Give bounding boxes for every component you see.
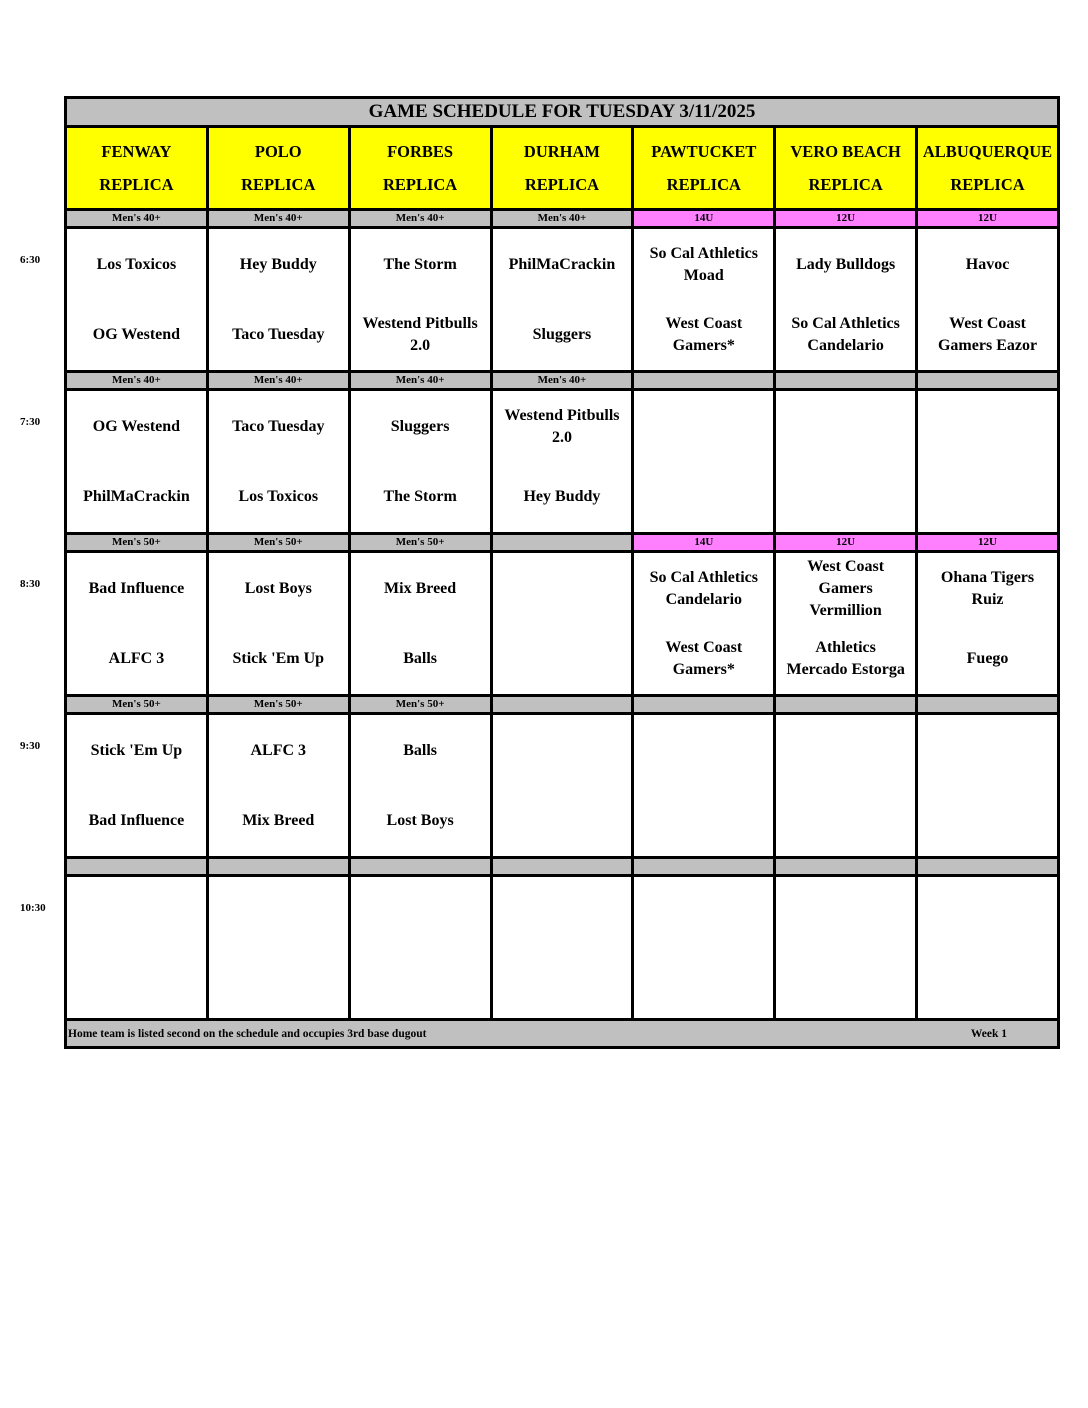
home-team: West Coast Gamers Eazor xyxy=(937,314,1038,354)
game-cell xyxy=(207,552,349,696)
away-team: So Cal Athletics Moad xyxy=(649,244,759,284)
division-label: 12U xyxy=(917,210,1059,228)
game-cell xyxy=(775,552,917,696)
home-team xyxy=(351,948,490,1018)
division-label: Men's 40+ xyxy=(207,372,349,390)
field-subtitle: REPLICA xyxy=(241,175,316,194)
away-team xyxy=(493,716,632,786)
home-team: Westend Pitbulls 2.0 xyxy=(362,314,478,354)
division-label xyxy=(775,858,917,876)
division-label xyxy=(66,858,208,876)
away-team: PhilMaCrackin xyxy=(508,255,616,273)
game-cell xyxy=(491,552,633,696)
schedule-title: GAME SCHEDULE FOR TUESDAY 3/11/2025 xyxy=(66,98,1059,127)
division-label xyxy=(633,372,775,390)
away-team xyxy=(776,392,915,462)
away-team xyxy=(209,878,348,948)
home-team xyxy=(776,948,915,1018)
field-subtitle: REPLICA xyxy=(382,175,458,194)
field-header xyxy=(917,127,1059,210)
home-team: West Coast Gamers* xyxy=(665,314,743,354)
footer-note: Home team is listed second on the schedule and occupies 3rd base dugout xyxy=(68,1027,427,1040)
division-label: Men's 50+ xyxy=(66,696,208,714)
game-row xyxy=(66,228,1059,372)
division-row xyxy=(66,696,1059,714)
division-label xyxy=(917,696,1059,714)
division-label xyxy=(207,858,349,876)
field-header xyxy=(349,127,491,210)
field-name: PAWTUCKET xyxy=(651,142,757,161)
field-header xyxy=(775,127,917,210)
home-team xyxy=(918,786,1057,856)
division-label: Men's 50+ xyxy=(207,534,349,552)
game-cell xyxy=(633,714,775,858)
home-team: Sluggers xyxy=(532,325,592,343)
division-label: Men's 50+ xyxy=(66,534,208,552)
division-label: 12U xyxy=(917,534,1059,552)
division-row xyxy=(66,858,1059,876)
home-team: Los Toxicos xyxy=(238,487,319,505)
home-team xyxy=(918,948,1057,1018)
division-label xyxy=(633,858,775,876)
home-team: OG Westend xyxy=(92,325,181,343)
field-header xyxy=(66,127,208,210)
away-team: So Cal Athletics Candelario xyxy=(649,568,759,608)
home-team xyxy=(209,948,348,1018)
game-cell xyxy=(917,876,1059,1020)
home-team xyxy=(634,786,773,856)
away-team xyxy=(634,878,773,948)
away-team: The Storm xyxy=(383,255,457,273)
division-label: 12U xyxy=(775,534,917,552)
division-label xyxy=(349,858,491,876)
division-label xyxy=(775,372,917,390)
field-header xyxy=(207,127,349,210)
home-team: Fuego xyxy=(966,649,1009,667)
game-cell xyxy=(633,390,775,534)
game-cell xyxy=(633,552,775,696)
game-cell xyxy=(349,876,491,1020)
away-team: Hey Buddy xyxy=(239,255,317,273)
home-team xyxy=(493,786,632,856)
away-team xyxy=(918,392,1057,462)
home-team xyxy=(776,786,915,856)
game-cell xyxy=(207,876,349,1020)
home-team: Lost Boys xyxy=(386,811,454,829)
away-team: Sluggers xyxy=(390,417,450,435)
division-label: 12U xyxy=(775,210,917,228)
away-team: Bad Influence xyxy=(88,579,185,597)
field-name: DURHAM xyxy=(523,142,600,161)
division-label: 14U xyxy=(633,210,775,228)
game-cell xyxy=(349,228,491,372)
field-subtitle: REPLICA xyxy=(99,175,174,194)
division-label xyxy=(491,858,633,876)
away-team xyxy=(493,878,632,948)
home-team: Athletics Mercado Estorga xyxy=(786,638,905,678)
game-cell xyxy=(491,228,633,372)
away-team: Stick 'Em Up xyxy=(90,741,183,759)
field-header-row xyxy=(66,127,1059,210)
home-team xyxy=(67,948,206,1018)
field-name: POLO xyxy=(254,142,302,161)
game-cell xyxy=(349,390,491,534)
field-name: FORBES xyxy=(387,142,454,161)
time-label: 8:30 xyxy=(20,577,41,590)
away-team xyxy=(634,716,773,786)
game-cell xyxy=(349,714,491,858)
field-subtitle: REPLICA xyxy=(950,175,1025,194)
game-cell xyxy=(917,714,1059,858)
game-cell xyxy=(66,390,208,534)
division-label: Men's 40+ xyxy=(491,372,633,390)
division-label xyxy=(917,372,1059,390)
away-team: OG Westend xyxy=(92,417,181,435)
division-label xyxy=(633,696,775,714)
division-label: Men's 40+ xyxy=(207,210,349,228)
game-cell xyxy=(775,228,917,372)
division-row xyxy=(66,372,1059,390)
away-team xyxy=(351,878,490,948)
division-label: Men's 50+ xyxy=(349,534,491,552)
game-cell xyxy=(775,390,917,534)
division-label: 14U xyxy=(633,534,775,552)
home-team: West Coast Gamers* xyxy=(665,638,743,678)
division-label xyxy=(775,696,917,714)
game-cell xyxy=(349,552,491,696)
game-cell xyxy=(66,714,208,858)
division-label: Men's 40+ xyxy=(66,372,208,390)
game-cell xyxy=(775,876,917,1020)
game-cell xyxy=(207,714,349,858)
footer-row xyxy=(66,1020,1059,1048)
away-team: Westend Pitbulls 2.0 xyxy=(504,406,620,446)
away-team xyxy=(776,716,915,786)
away-team: Los Toxicos xyxy=(96,255,177,273)
time-label: 10:30 xyxy=(20,901,46,914)
game-cell xyxy=(917,390,1059,534)
game-cell xyxy=(207,390,349,534)
field-subtitle: REPLICA xyxy=(808,175,883,194)
field-header xyxy=(633,127,775,210)
home-team xyxy=(634,462,773,532)
footer xyxy=(66,1020,1059,1048)
time-label: 7:30 xyxy=(20,415,41,428)
away-team xyxy=(918,878,1057,948)
field-name: FENWAY xyxy=(101,142,172,161)
game-cell xyxy=(491,714,633,858)
home-team: ALFC 3 xyxy=(108,649,165,667)
field-subtitle: REPLICA xyxy=(666,175,741,194)
home-team xyxy=(493,624,632,694)
division-label: Men's 40+ xyxy=(349,372,491,390)
home-team: So Cal Athletics Candelario xyxy=(791,314,900,354)
game-cell xyxy=(66,228,208,372)
away-team: Lady Bulldogs xyxy=(796,255,896,273)
away-team xyxy=(634,392,773,462)
home-team xyxy=(493,948,632,1018)
home-team xyxy=(918,462,1057,532)
schedule-table xyxy=(64,96,1060,1049)
division-label: Men's 40+ xyxy=(66,210,208,228)
field-name: VERO BEACH xyxy=(790,142,901,161)
away-team: Havoc xyxy=(965,255,1010,273)
field-name: ALBUQUERQUE xyxy=(922,142,1053,161)
division-row xyxy=(66,210,1059,228)
away-team: Ohana Tigers Ruiz xyxy=(940,568,1035,608)
division-label: Men's 50+ xyxy=(207,696,349,714)
game-cell xyxy=(66,876,208,1020)
division-label: Men's 40+ xyxy=(349,210,491,228)
game-row xyxy=(66,390,1059,534)
game-cell xyxy=(66,552,208,696)
home-team: Bad Influence xyxy=(88,811,185,829)
home-team: Mix Breed xyxy=(242,811,315,829)
field-subtitle: REPLICA xyxy=(524,175,600,194)
field-header xyxy=(491,127,633,210)
division-label xyxy=(491,696,633,714)
away-team xyxy=(67,878,206,948)
away-team xyxy=(776,878,915,948)
home-team: Taco Tuesday xyxy=(232,325,325,343)
time-label: 6:30 xyxy=(20,253,41,266)
time-label: 9:30 xyxy=(20,739,41,752)
game-cell xyxy=(917,228,1059,372)
division-row xyxy=(66,534,1059,552)
division-label: Men's 50+ xyxy=(349,696,491,714)
time-column xyxy=(0,0,64,1408)
game-cell xyxy=(633,228,775,372)
away-team: West Coast Gamers Vermillion xyxy=(807,557,885,619)
game-row xyxy=(66,552,1059,696)
away-team: ALFC 3 xyxy=(250,741,307,759)
week-label: Week 1 xyxy=(970,1027,1007,1040)
division-label: Men's 40+ xyxy=(491,210,633,228)
away-team: Mix Breed xyxy=(384,579,457,597)
division-label xyxy=(491,534,633,552)
away-team: Lost Boys xyxy=(244,579,312,597)
home-team: PhilMaCrackin xyxy=(83,487,190,505)
game-cell xyxy=(633,876,775,1020)
home-team: Balls xyxy=(403,649,437,667)
division-label xyxy=(917,858,1059,876)
game-cell xyxy=(207,228,349,372)
game-row xyxy=(66,876,1059,1020)
game-cell xyxy=(917,552,1059,696)
game-cell xyxy=(775,714,917,858)
home-team: Stick 'Em Up xyxy=(232,649,325,667)
home-team xyxy=(776,462,915,532)
away-team xyxy=(493,554,632,624)
game-cell xyxy=(491,876,633,1020)
away-team: Taco Tuesday xyxy=(232,417,325,435)
away-team xyxy=(918,716,1057,786)
game-cell xyxy=(491,390,633,534)
away-team: Balls xyxy=(403,741,437,759)
game-row xyxy=(66,714,1059,858)
home-team xyxy=(634,948,773,1018)
home-team: Hey Buddy xyxy=(523,487,601,505)
home-team: The Storm xyxy=(383,487,457,505)
